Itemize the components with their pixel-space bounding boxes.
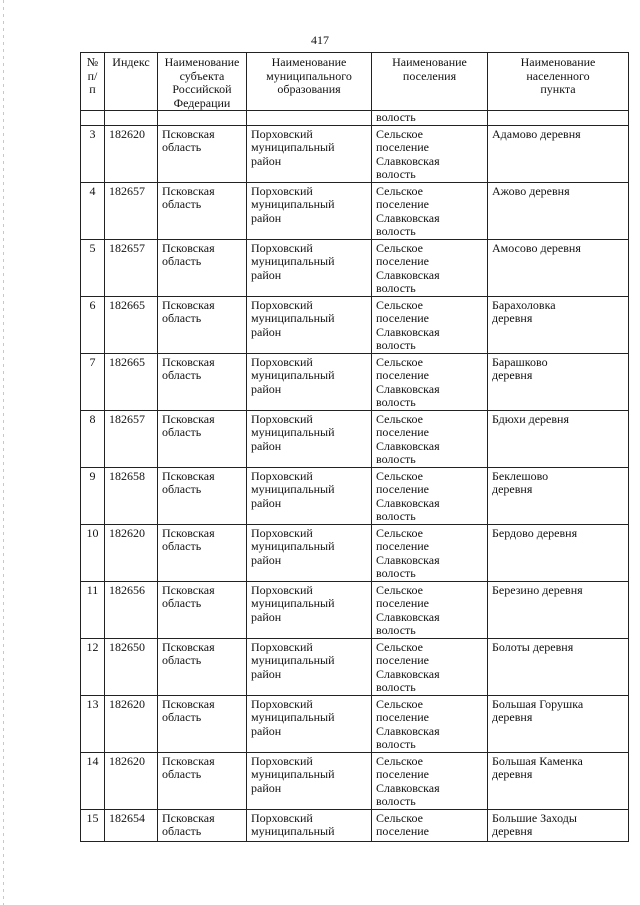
- cell-settlement: Сельское поселение: [372, 809, 488, 841]
- cell-num: 10: [81, 524, 105, 581]
- cell-index: 182658: [105, 467, 158, 524]
- cell-municipality: Порховский муниципальный район: [247, 695, 372, 752]
- cell-index: 182620: [105, 125, 158, 182]
- cell-index: 182620: [105, 695, 158, 752]
- cell-num: 9: [81, 467, 105, 524]
- cell-num: 11: [81, 581, 105, 638]
- cell-subject: Псковская область: [158, 410, 247, 467]
- cell-municipality: Порховский муниципальный район: [247, 524, 372, 581]
- cell-subject: Псковская область: [158, 695, 247, 752]
- cell-municipality: Порховский муниципальный район: [247, 638, 372, 695]
- cell-municipality: Порховский муниципальный: [247, 809, 372, 841]
- header-locality: Наименование населенного пункта: [488, 53, 629, 111]
- cell-municipality: Порховский муниципальный район: [247, 752, 372, 809]
- page-number: 417: [311, 33, 329, 47]
- cell-index: 182665: [105, 296, 158, 353]
- cell-num: 5: [81, 239, 105, 296]
- cell-index: 182665: [105, 353, 158, 410]
- cell-locality: Адамово деревня: [488, 125, 629, 182]
- cell-settlement: Сельское поселение Славковская волость: [372, 410, 488, 467]
- cell-subject: Псковская область: [158, 809, 247, 841]
- cell-locality: Амосово деревня: [488, 239, 629, 296]
- cell-num: 8: [81, 410, 105, 467]
- cell-num: 14: [81, 752, 105, 809]
- cell-num: 12: [81, 638, 105, 695]
- cell-subject: Псковская область: [158, 239, 247, 296]
- cell-index: 182650: [105, 638, 158, 695]
- cell-municipality: Порховский муниципальный район: [247, 182, 372, 239]
- header-index: Индекс: [105, 53, 158, 111]
- cell-subject: Псковская область: [158, 524, 247, 581]
- cell-settlement: Сельское поселение Славковская волость: [372, 296, 488, 353]
- cell-municipality: Порховский муниципальный район: [247, 581, 372, 638]
- cell-locality: Барахоловка деревня: [488, 296, 629, 353]
- continuation-row: [81, 111, 629, 126]
- cell-subject: Псковская область: [158, 752, 247, 809]
- cell-num: 3: [81, 125, 105, 182]
- cell-subject: Псковская область: [158, 638, 247, 695]
- continuation-settlement: волость: [372, 111, 488, 126]
- cell-locality: Бердово деревня: [488, 524, 629, 581]
- cell-municipality: Порховский муниципальный район: [247, 467, 372, 524]
- cell-subject: Псковская область: [158, 353, 247, 410]
- cell-municipality: Порховский муниципальный район: [247, 353, 372, 410]
- cell-num: 15: [81, 809, 105, 841]
- table-row: [81, 752, 629, 809]
- cell-settlement: Сельское поселение Славковская волость: [372, 182, 488, 239]
- cell-municipality: Порховский муниципальный район: [247, 239, 372, 296]
- cell-index: 182620: [105, 524, 158, 581]
- cell-locality: Березино деревня: [488, 581, 629, 638]
- cell-settlement: Сельское поселение Славковская волость: [372, 581, 488, 638]
- cell-subject: Псковская область: [158, 467, 247, 524]
- settlements-table: [80, 52, 629, 842]
- cell-index: 182657: [105, 239, 158, 296]
- cell-settlement: Сельское поселение Славковская волость: [372, 125, 488, 182]
- table-row: [81, 809, 629, 841]
- scan-edge-line: [3, 0, 4, 905]
- cell-locality: Большая Каменка деревня: [488, 752, 629, 809]
- table-row: [81, 524, 629, 581]
- table-row: [81, 410, 629, 467]
- cell-index: 182657: [105, 182, 158, 239]
- cell-municipality: Порховский муниципальный район: [247, 410, 372, 467]
- table-row: [81, 182, 629, 239]
- cell-subject: Псковская область: [158, 182, 247, 239]
- cell-locality: Болоты деревня: [488, 638, 629, 695]
- cell-subject: Псковская область: [158, 581, 247, 638]
- header-settlement: Наименование поселения: [372, 53, 488, 111]
- table-row: [81, 581, 629, 638]
- header-subject: Наименование субъекта Российской Федерации: [158, 53, 247, 111]
- cell-settlement: Сельское поселение Славковская волость: [372, 638, 488, 695]
- table-row: [81, 353, 629, 410]
- table-header-row: [81, 53, 629, 111]
- cell-index: 182654: [105, 809, 158, 841]
- cell-subject: Псковская область: [158, 125, 247, 182]
- table-row: [81, 296, 629, 353]
- header-municipality: Наименование муниципального образования: [247, 53, 372, 111]
- cell-settlement: Сельское поселение Славковская волость: [372, 524, 488, 581]
- table-row: [81, 239, 629, 296]
- cell-settlement: Сельское поселение Славковская волость: [372, 239, 488, 296]
- cell-locality: Большая Горушка деревня: [488, 695, 629, 752]
- cell-settlement: Сельское поселение Славковская волость: [372, 752, 488, 809]
- cell-num: 4: [81, 182, 105, 239]
- table-row: [81, 695, 629, 752]
- cell-locality: Ажово деревня: [488, 182, 629, 239]
- cell-num: 13: [81, 695, 105, 752]
- table-row: [81, 125, 629, 182]
- cell-municipality: Порховский муниципальный район: [247, 296, 372, 353]
- cell-index: 182657: [105, 410, 158, 467]
- cell-locality: Бдюхи деревня: [488, 410, 629, 467]
- cell-index: 182656: [105, 581, 158, 638]
- cell-locality: Барашково деревня: [488, 353, 629, 410]
- table-row: [81, 638, 629, 695]
- header-num: № п/п: [81, 53, 105, 111]
- cell-locality: Большие Заходы деревня: [488, 809, 629, 841]
- cell-settlement: Сельское поселение Славковская волость: [372, 467, 488, 524]
- cell-num: 6: [81, 296, 105, 353]
- cell-subject: Псковская область: [158, 296, 247, 353]
- cell-num: 7: [81, 353, 105, 410]
- cell-settlement: Сельское поселение Славковская волость: [372, 695, 488, 752]
- table-row: [81, 467, 629, 524]
- cell-settlement: Сельское поселение Славковская волость: [372, 353, 488, 410]
- cell-municipality: Порховский муниципальный район: [247, 125, 372, 182]
- cell-locality: Беклешово деревня: [488, 467, 629, 524]
- cell-index: 182620: [105, 752, 158, 809]
